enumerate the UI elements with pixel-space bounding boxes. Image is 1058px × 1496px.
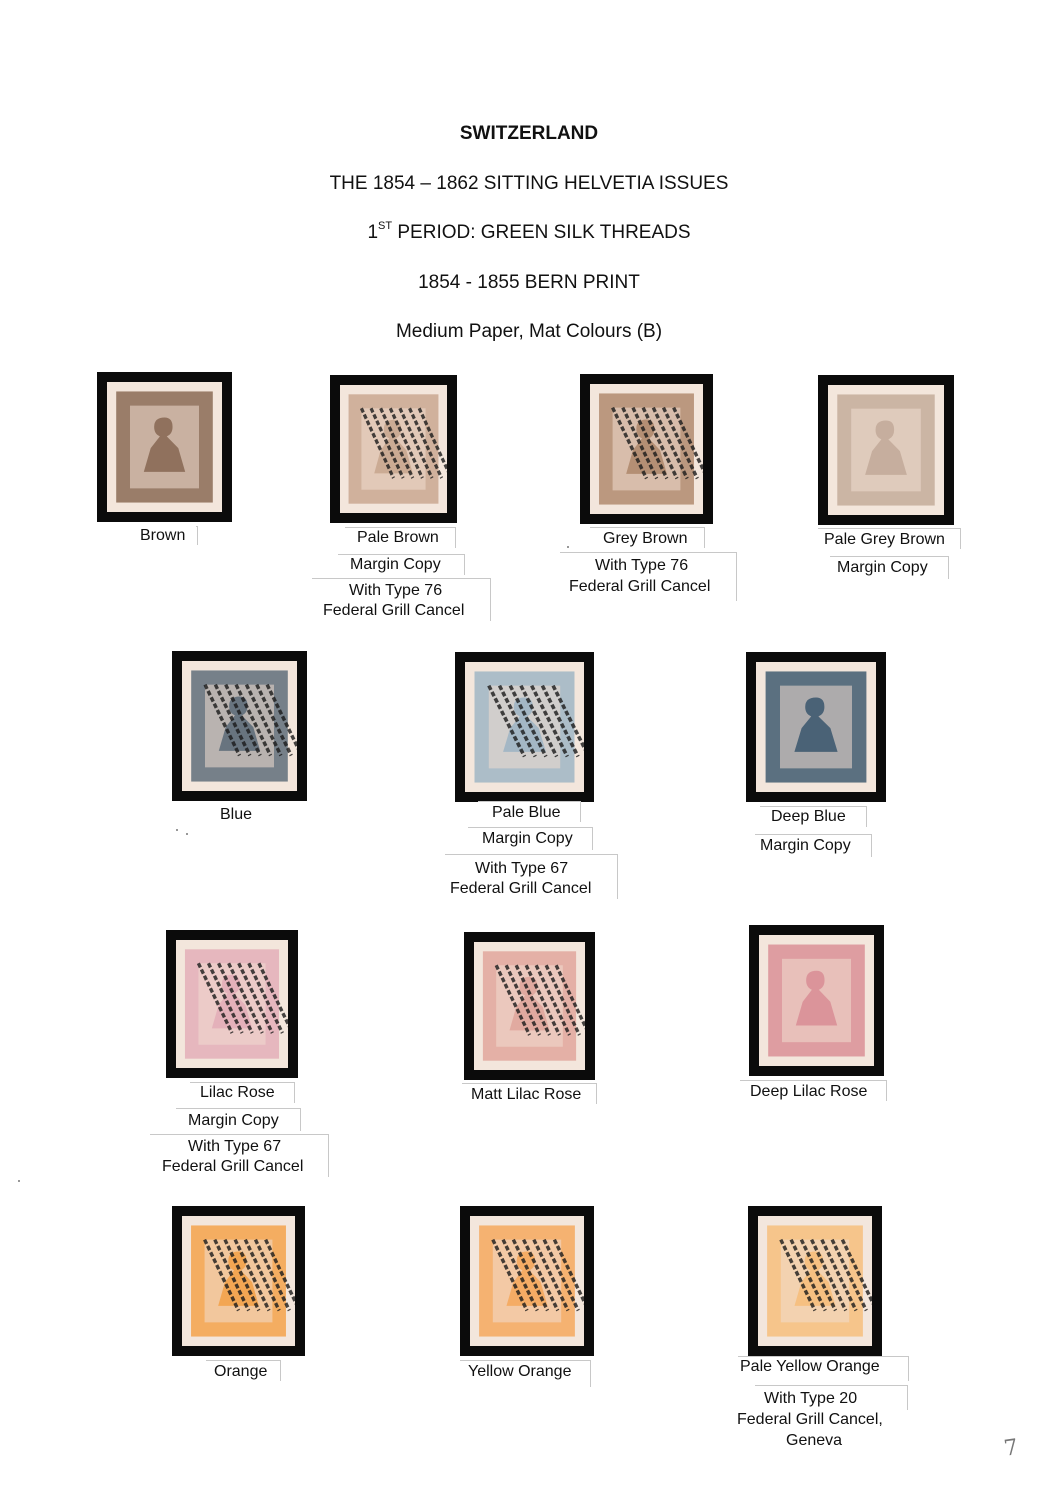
stamp-art [107,382,222,512]
stamp-image [756,662,876,792]
caption-border [196,526,198,545]
caption-pale-brown: Pale Brown [357,529,439,546]
caption-pale-yellow-orange-place: Geneva [786,1432,843,1449]
caption-grey-brown-cancel: Federal Grill Cancel [569,578,711,595]
caption-pale-brown-type: With Type 76 [349,582,443,599]
stamp-image [176,940,288,1068]
caption-grey-brown: Grey Brown [603,530,688,547]
paper-speck [567,546,569,548]
stamp-grey-brown [580,374,713,524]
page-title: SWITZERLAND [459,123,599,144]
stamp-image [828,385,944,515]
stamp-art [465,662,584,792]
stamp-image [107,382,222,512]
caption-border [190,1082,295,1103]
caption-matt-lilac-rose: Matt Lilac Rose [471,1086,582,1103]
caption-border [830,556,949,579]
caption-border [560,552,737,601]
stamp-image [474,942,585,1070]
period-text: PERIOD: GREEN SILK THREADS [392,222,691,243]
caption-pale-yellow-orange: Pale Yellow Orange [740,1358,880,1375]
caption-border [468,827,593,850]
caption-brown: Brown [140,527,186,544]
caption-deep-lilac-rose: Deep Lilac Rose [750,1083,868,1100]
stamp-art [340,385,447,513]
caption-border [176,1108,301,1131]
caption-border [312,578,491,621]
stamp-lilac-rose [166,930,298,1078]
caption-border [445,854,618,899]
caption-border [150,1134,329,1177]
stamp-image [470,1216,584,1346]
print-title: 1854 - 1855 BERN PRINT [418,272,640,293]
caption-lilac-rose-type: With Type 67 [188,1138,282,1155]
caption-lilac-rose-cancel: Federal Grill Cancel [162,1158,304,1175]
caption-border [755,1385,908,1410]
caption-border [206,1360,281,1381]
caption-border [338,554,465,575]
caption-yellow-orange: Yellow Orange [468,1363,572,1380]
stamp-deep-blue [746,652,886,802]
stamp-matt-lilac-rose [464,932,595,1080]
caption-pale-yellow-orange-cancel: Federal Grill Cancel, [737,1411,883,1428]
caption-border [478,801,581,822]
stamp-image [759,935,874,1066]
caption-pale-grey-brown-margin: Margin Copy [837,559,928,576]
caption-border [590,527,705,548]
stamp-art [474,942,585,1070]
caption-blue: Blue [220,806,253,823]
caption-pale-grey-brown: Pale Grey Brown [824,531,945,548]
stamp-art [756,662,876,792]
caption-lilac-rose-margin: Margin Copy [188,1112,279,1129]
stamp-art [182,661,297,791]
caption-pale-brown-margin: Margin Copy [350,556,441,573]
stamp-art [759,935,874,1066]
stamp-orange [172,1206,305,1356]
stamp-deep-lilac-rose [749,925,884,1076]
caption-border [818,528,961,549]
period-title [0,222,1058,244]
issue-title: THE 1854 – 1862 SITTING HELVETIA ISSUES [329,173,729,194]
caption-orange: Orange [214,1363,268,1380]
caption-border [740,1080,887,1101]
caption-pale-blue: Pale Blue [492,804,561,821]
stamp-image [340,385,447,513]
caption-border [755,834,872,857]
stamp-art [828,385,944,515]
stamp-art [176,940,288,1068]
stamp-image [465,662,584,792]
stamp-art [470,1216,584,1346]
paper-speck [186,833,188,835]
paper-speck [18,1180,20,1182]
period-number: 1 [367,222,379,243]
stamp-image [182,1216,295,1346]
stamp-pale-brown [330,375,457,523]
stamp-image [590,384,703,514]
stamp-art [182,1216,295,1346]
caption-lilac-rose: Lilac Rose [200,1084,275,1101]
caption-border [760,806,867,827]
stamp-image [182,661,297,791]
stamp-blue [172,651,307,801]
paper-title: Medium Paper, Mat Colours (B) [395,321,663,342]
caption-border [462,1083,597,1104]
caption-pale-yellow-orange-type: With Type 20 [764,1390,858,1407]
caption-pale-blue-type: With Type 67 [475,860,569,877]
stamp-pale-blue [455,652,594,802]
caption-border [345,527,456,548]
stamp-pale-grey-brown [818,375,954,525]
stamp-pale-yellow-orange [748,1206,882,1356]
caption-deep-blue: Deep Blue [771,808,846,825]
paper-speck [176,829,178,831]
caption-pale-blue-margin: Margin Copy [482,830,573,847]
page-number: 7 [1002,1435,1020,1462]
stamp-art [758,1216,872,1346]
caption-grey-brown-type: With Type 76 [595,557,689,574]
period-ordinal: ST [378,220,393,232]
stamp-yellow-orange [460,1206,594,1356]
caption-pale-blue-cancel: Federal Grill Cancel [450,880,592,897]
stamp-brown [97,372,232,522]
caption-pale-brown-cancel: Federal Grill Cancel [323,602,465,619]
stamp-image [758,1216,872,1346]
caption-border [460,1360,591,1387]
caption-deep-blue-margin: Margin Copy [760,837,851,854]
caption-border [738,1356,909,1381]
stamp-art [590,384,703,514]
